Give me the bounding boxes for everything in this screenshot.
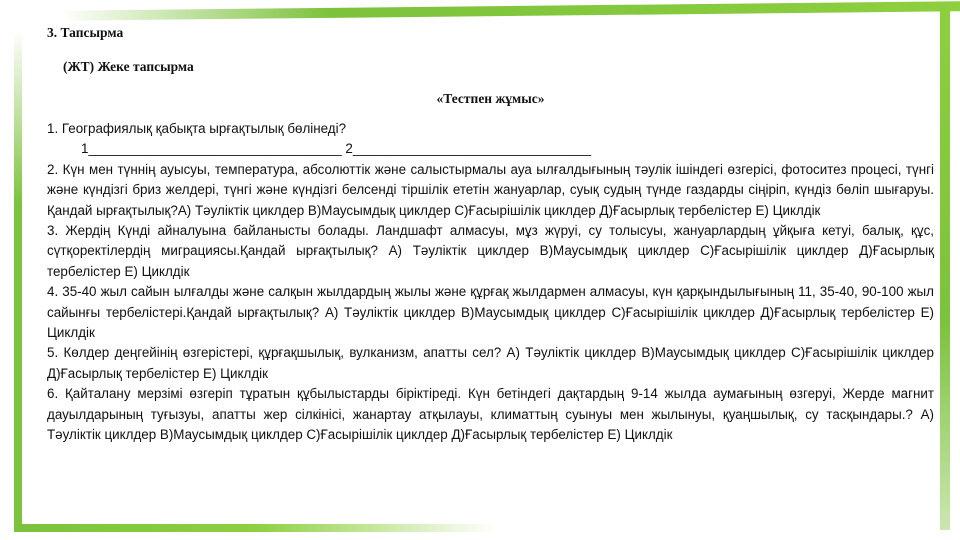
question-5: 5. Көлдер деңгейінің өзгерістері, құрғақшылық, вулканизм, апатты сел? А) Тәуліктік циклдер В)Маусымдық циклдер С)Ғасырішілік циклдер Д)Ғасырлық тербелістер Е) Циклдік [47,345,934,381]
question-1: 1. Географиялық қабықта ырғақтылық бөлінеді? [47,121,347,136]
answer-blanks: 1__________________________________ 2________________________________ [81,141,592,157]
question-4: 4. 35-40 жыл сайын ылғалды және салқын жылдардың жылы және құрғақ жылдармен алмасуы, күн қарқындылығының 11, 35-40, 90-100 жыл сайынғы тербелістері.Қандай ырғақтылық? А) Тәуліктік циклдер В)Маусымдық циклдер С)Ғасырішілік циклдер Д)Ғасырлық тербелістер Е) Циклдік [47,284,934,341]
green-frame-right [940,10,950,530]
green-frame-left [14,30,22,530]
green-frame-bottom [14,524,494,532]
task-heading: 3. Тапсырма [47,25,124,40]
section-title: «Тестпен жұмыс» [436,91,545,106]
subtask-heading: (ЖТ) Жеке тапсырма [63,59,194,74]
question-2: 2. Күн мен түннің ауысуы, температура, абсолюттік және салыстырмалы ауа ылғалдығының тәулік ішіндегі өзгерісі, фотоситез процесі, түнгі және күндізгі бриз желдері, түнгі және күндізгі белсенді тіршілік ететін жануарлар, суық судың түнде газдарды сіңіріп, күндіз бөліп шығаруы. Қандай ырғақтылық?А) Тәуліктік циклдер В)Маусымдық циклдер С)Ғасырішілік циклдер Д)Ғасырлық тербелістер Е) Циклдік [47,161,934,218]
worksheet-content [47,17,934,446]
question-3: 3. Жердің Күнді айналуына байланысты болады. Ландшафт алмасуы, мұз жүруі, су толысуы, жануарлардың ұйқыға кетуі, балық, құс, сүтқоректілердің миграциясы.Қандай ырғақтылық? А) Тәуліктік циклдер В)Маусымдық циклдер С)Ғасырішілік циклдер Д)Ғасырлық тербелістер Е) Циклдік [47,223,934,279]
question-6: 6. Қайталану мерзімі өзгеріп тұратын құбылыстарды біріктіреді. Күн бетіндегі дақтардың 9-14 жылда аумағының өзгеруі, Жерде магнит дауылдарының туғызуы, апатты жер сілкінісі, жанартау атқылауы, климаттың суынуы мен жылынуы, қуаңшылық, су тасқындары.? А) Тәуліктік циклдер В)Маусымдық циклдер С)Ғасырішілік циклдер Д)Ғасырлық тербелістер Е) Циклдік [47,386,934,443]
